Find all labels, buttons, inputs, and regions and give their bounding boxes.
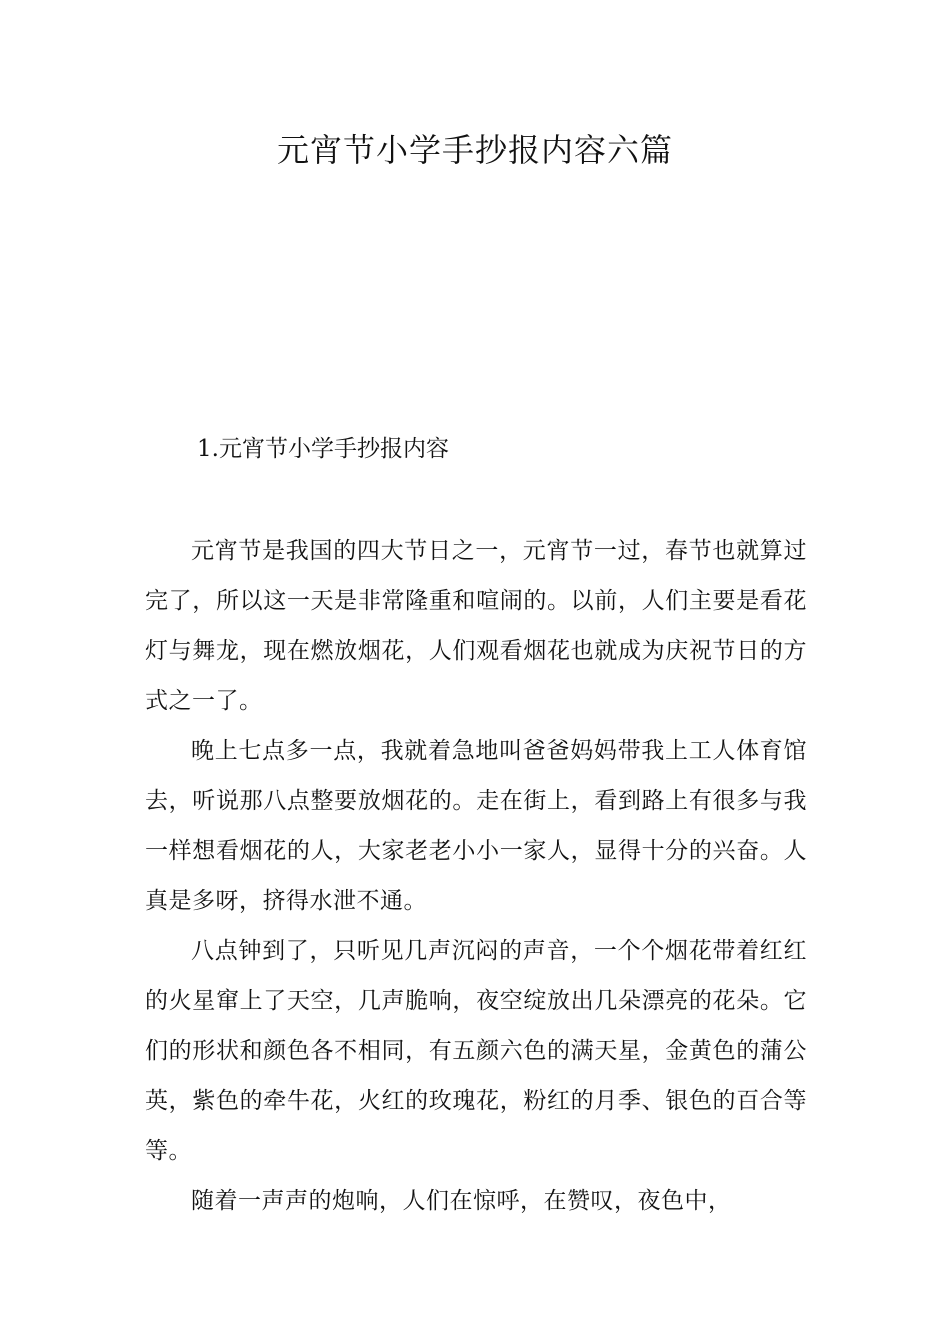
paragraph: 八点钟到了，只听见几声沉闷的声音，一个个烟花带着红红的火星窜上了天空，几声脆响，夜空绽放出几朵漂亮的花朵。它们的形状和颜色各不相同，有五颜六色的满天星，金黄色的蒲公英，紫色的牵牛花，火红的玫瑰花，粉红的月季、银色的百合等等。	[145, 938, 807, 1164]
paragraph: 随着一声声的炮响，人们在惊呼，在赞叹，夜色中，	[191, 1188, 732, 1214]
section-heading: 1.元宵节小学手抄报内容	[197, 436, 449, 462]
paragraph: 晚上七点多一点，我就着急地叫爸爸妈妈带我上工人体育馆去，听说那八点整要放烟花的。走在街上，看到路上有很多与我一样想看烟花的人，大家老老小小一家人，显得十分的兴奋。人真是多呀，挤得水泄不通。	[145, 738, 807, 914]
paragraph: 元宵节是我国的四大节日之一，元宵节一过，春节也就算过完了，所以这一天是非常隆重和喧闹的。以前，人们主要是看花灯与舞龙，现在燃放烟花，人们观看烟花也就成为庆祝节日的方式之一了。	[145, 538, 807, 714]
document-title: 元宵节小学手抄报内容六篇	[276, 131, 673, 169]
document-body	[145, 526, 807, 1226]
